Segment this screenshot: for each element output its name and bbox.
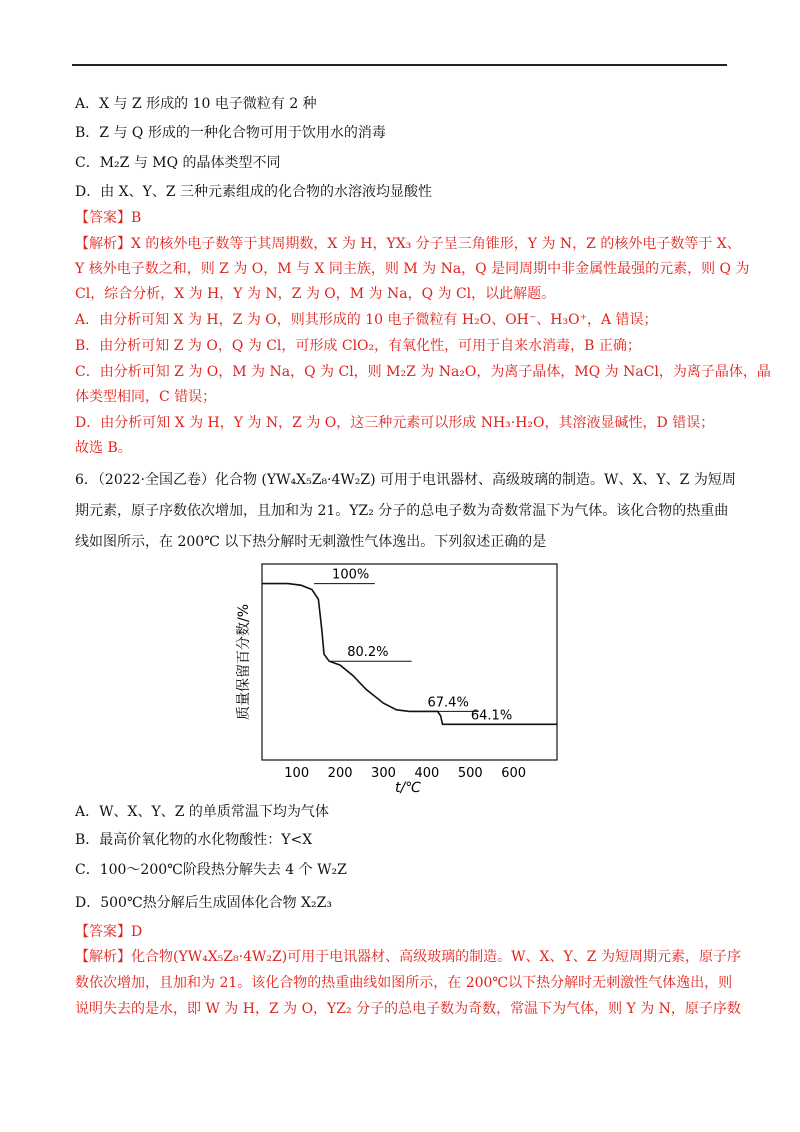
q5-analysis-line: Cl，综合分析，X 为 H，Y 为 N，Z 为 O，M 为 Na，Q 为 Cl，以此解题。 [75,286,556,302]
q6-option-d: D．500℃热分解后生成固体化合物 X₂Z₃ [75,895,332,911]
annotation-lines [314,568,557,725]
q5-analysis-line: B．由分析可知 Z 为 O，Q 为 Cl，可形成 ClO₂，有氧化性，可用于自来水消毒，B 正确； [75,338,641,354]
q5-analysis-line: A．由分析可知 X 为 H，Z 为 O，则其形成的 10 电子微粒有 H₂O、OH⁻、H₃O⁺，A 错误； [75,312,658,328]
q5-analysis-line: C．由分析可知 Z 为 O，M 为 Na，Q 为 Cl，则 M₂Z 为 Na₂O，为离子晶体，MQ 为 NaCl，为离子晶体，晶 [75,364,771,380]
q6-answer: 【答案】D [75,924,143,940]
plot-frame [262,564,557,760]
q6-option-c: C．100～200℃阶段热分解失去 4 个 W₂Z [75,862,347,878]
x-tick-label: 200 [327,766,353,781]
q5-analysis-line: 【解析】X 的核外电子数等于其周期数，X 为 H，YX₃ 分子呈三角锥形，Y 为 N，Z 的核外电子数等于 X、 [75,236,741,252]
q5-analysis-line: 体类型相同，C 错误； [75,389,217,405]
annotation-label: 80.2% [347,645,389,661]
x-tick-labels [284,766,526,781]
x-tick-label: 500 [457,766,483,781]
x-tick-label: 600 [501,766,527,781]
q6-stem-line: 6．（2022·全国乙卷）化合物 (YW₄X₅Z₈·4W₂Z) 可用于电讯器材、高级玻璃的制造。W、X、Y、Z 为短周 [75,472,736,488]
q6-option-a: A．W、X、Y、Z 的单质常温下均为气体 [75,804,329,820]
y-axis-label: 质量保留百分数/% [236,603,252,721]
x-tick-label: 400 [414,766,440,781]
q6-analysis-line: 数依次增加，且加和为 21。该化合物的热重曲线如图所示，在 200℃以下热分解时无刺激性气体逸出，则 [75,975,733,991]
q5-analysis-line: Y 核外电子数之和，则 Z 为 O，M 与 X 同主族，则 M 为 Na，Q 是同周期中非金属性最强的元素，则 Q 为 [75,261,750,277]
x-axis-label: t/℃ [395,780,421,796]
q5-option-a: A．X 与 Z 形成的 10 电子微粒有 2 种 [75,96,317,112]
thermogravimetric-chart [230,560,570,800]
q5-option-d: D．由 X、Y、Z 三种元素组成的化合物的水溶液均显酸性 [75,184,433,200]
x-tick-label: 100 [284,766,310,781]
x-tick-label: 300 [371,766,396,781]
q6-stem-line: 线如图所示，在 200℃ 以下热分解时无刺激性气体逸出。下列叙述正确的是 [75,534,547,550]
q5-analysis-line: 故选 B。 [75,440,132,456]
annotation-label: 100% [332,567,370,583]
q6-option-b: B．最高价氧化物的水化物酸性：Y<X [75,832,313,848]
q5-option-b: B．Z 与 Q 形成的一种化合物可用于饮用水的消毒 [75,125,386,141]
q6-analysis-line: 【解析】化合物(YW₄X₅Z₈·4W₂Z)可用于电讯器材、高级玻璃的制造。W、X、Y、Z 为短周期元素，原子序 [75,949,741,965]
q6-analysis-line: 说明失去的是水，即 W 为 H，Z 为 O，YZ₂ 分子的总电子数为奇数，常温下为气体，则 Y 为 N，原子序数 [75,1001,741,1017]
q5-analysis-line: D．由分析可知 X 为 H，Y 为 N，Z 为 O，这三种元素可以形成 NH₃·H₂O，其溶液显碱性，D 错误； [75,415,715,431]
annotation-label: 64.1% [470,708,513,724]
q5-answer: 【答案】B [75,210,142,226]
header-rule [72,64,727,66]
q5-option-c: C．M₂Z 与 MQ 的晶体类型不同 [75,155,281,171]
q6-stem-line: 期元素，原子序数依次增加，且加和为 21。YZ₂ 分子的总电子数为奇数常温下为气体。该化合物的热重曲 [75,503,729,519]
tg-curve [262,584,557,725]
annotation-label: 67.4% [427,695,469,711]
